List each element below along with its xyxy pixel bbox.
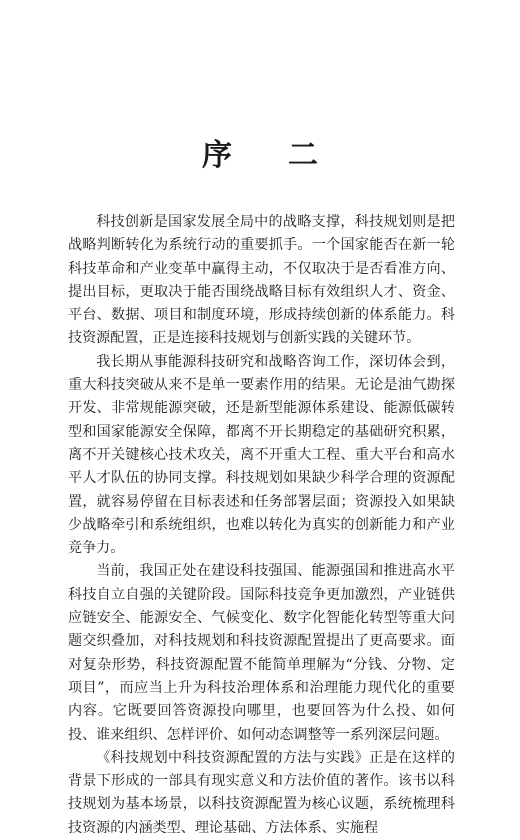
paragraph-2: 我长期从事能源科技研究和战略咨询工作，深切体会到，重大科技突破从来不是单一要素作用的结果。无论是油气勘探开发、非常规能源突破，还是新型能源体系建设、能源低碳转型和国家能源安全保障，都离不开长期稳定的基础研究积累，离不开关键核心技术攻关，离不开重大工程、重大平台和高水平人才队伍的协同支撑。科技规划如果缺少科学合理的资源配置，就容易停留在目标表述和任务部署层面；资源投入如果缺少战略牵引和系统组织，也难以转化为真实的创新能力和产业竞争力。 — [68, 353, 455, 557]
paragraph-1: 科技创新是国家发展全局中的战略支撑，科技规划则是把战略判断转化为系统行动的重要抓手。一个国家能否在新一轮科技革命和产业变革中赢得主动，不仅取决于是否看准方向、提出目标，更取决于能否围绕战略目标有效组织人才、资金、平台、数据、项目和制度环境，形成持续创新的体系能力。科技资源配置，正是连接科技规划与创新实践的关键环节。 — [68, 214, 455, 347]
paragraph-3: 当前，我国正处在建设科技强国、能源强国和推进高水平科技自立自强的关键阶段。国际科技竞争更加激烈，产业链供应链安全、能源安全、气候变化、数字化智能化转型等重大问题交织叠加，对科技规划和科技资源配置提出了更高要求。面对复杂形势，科技资源配置不能简单理解为“分钱、分物、定项目”，而应当上升为科技治理体系和治理能力现代化的重要内容。它既要回答资源投向哪里，也要回答为什么投、如何投、谁来组织、怎样评价、如何动态调整等一系列深层问题。 — [68, 563, 455, 743]
page-title: 序二 — [202, 138, 374, 173]
preface-body — [68, 211, 455, 840]
paragraph-4: 《科技规划中科技资源配置的方法与实践》正是在这样的背景下形成的一部具有现实意义和方法价值的著作。该书以科技规划为基本场景，以科技资源配置为核心议题，系统梳理科技资源的内涵类型、理论基础、方法体系、实施程 — [68, 749, 455, 836]
